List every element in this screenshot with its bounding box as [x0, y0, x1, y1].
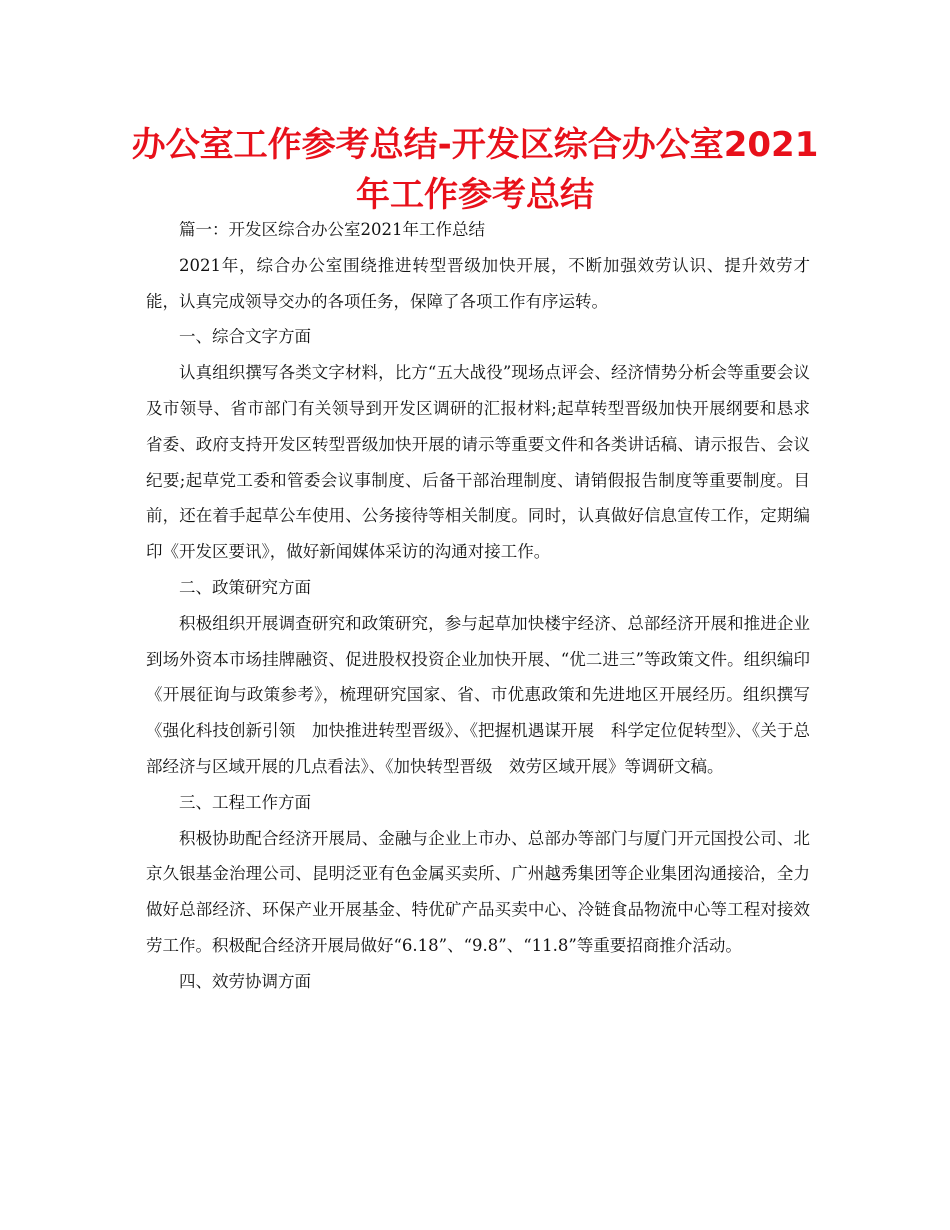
section-paragraph-3: 积极协助配合经济开展局、金融与企业上市办、总部办等部门与厦门开元国投公司、北京久银基金治理公司、昆明泛亚有色金属买卖所、广州越秀集团等企业集团沟通接洽，全力做好总部经济、环保产业开展基金、特优矿产品买卖中心、冷链食品物流中心等工程对接效劳工作。积极配合经济开展局做好“6.18”、“9.8”、“11.8”等重要招商推介活动。 [146, 828, 810, 955]
document-body [146, 212, 810, 1000]
section-paragraph-2: 积极组织开展调查研究和政策研究，参与起草加快楼宇经济、总部经济开展和推进企业到场外资本市场挂牌融资、促进股权投资企业加快开展、“优二进三”等政策文件。组织编印《开展征询与政策参考》，梳理研究国家、省、市优惠政策和先进地区开展经历。组织撰写《强化科技创新引领 加快推进转型晋级》、《把握机遇谋开展 科学定位促转型》、《关于总部经济与区域开展的几点看法》、《加快转型晋级 效劳区域开展》等调研文稿。 [146, 613, 810, 776]
document-subtitle: 篇一：开发区综合办公室2021年工作总结 [179, 220, 485, 239]
section-heading-4: 四、效劳协调方面 [179, 971, 311, 991]
intro-paragraph: 2021年，综合办公室围绕推进转型晋级加快开展，不断加强效劳认识、提升效劳才能，认真完成领导交办的各项任务，保障了各项工作有序运转。 [146, 255, 810, 311]
section-heading-3: 三、工程工作方面 [179, 792, 311, 812]
section-paragraph-1: 认真组织撰写各类文字材料，比方“五大战役”现场点评会、经济情势分析会等重要会议及市领导、省市部门有关领导到开发区调研的汇报材料;起草转型晋级加快开展纲要和恳求省委、政府支持开发区转型晋级加快开展的请示等重要文件和各类讲话稿、请示报告、会议纪要;起草党工委和管委会议事制度、后备干部治理制度、请销假报告制度等重要制度。目前，还在着手起草公车使用、公务接待等相关制度。同时，认真做好信息宣传工作，定期编印《开发区要讯》，做好新闻媒体采访的沟通对接工作。 [146, 363, 810, 562]
section-heading-1: 一、综合文字方面 [179, 327, 311, 347]
document-title: 办公室工作参考总结-开发区综合办公室2021年工作参考总结 [131, 125, 819, 215]
section-heading-2: 二、政策研究方面 [179, 577, 311, 597]
